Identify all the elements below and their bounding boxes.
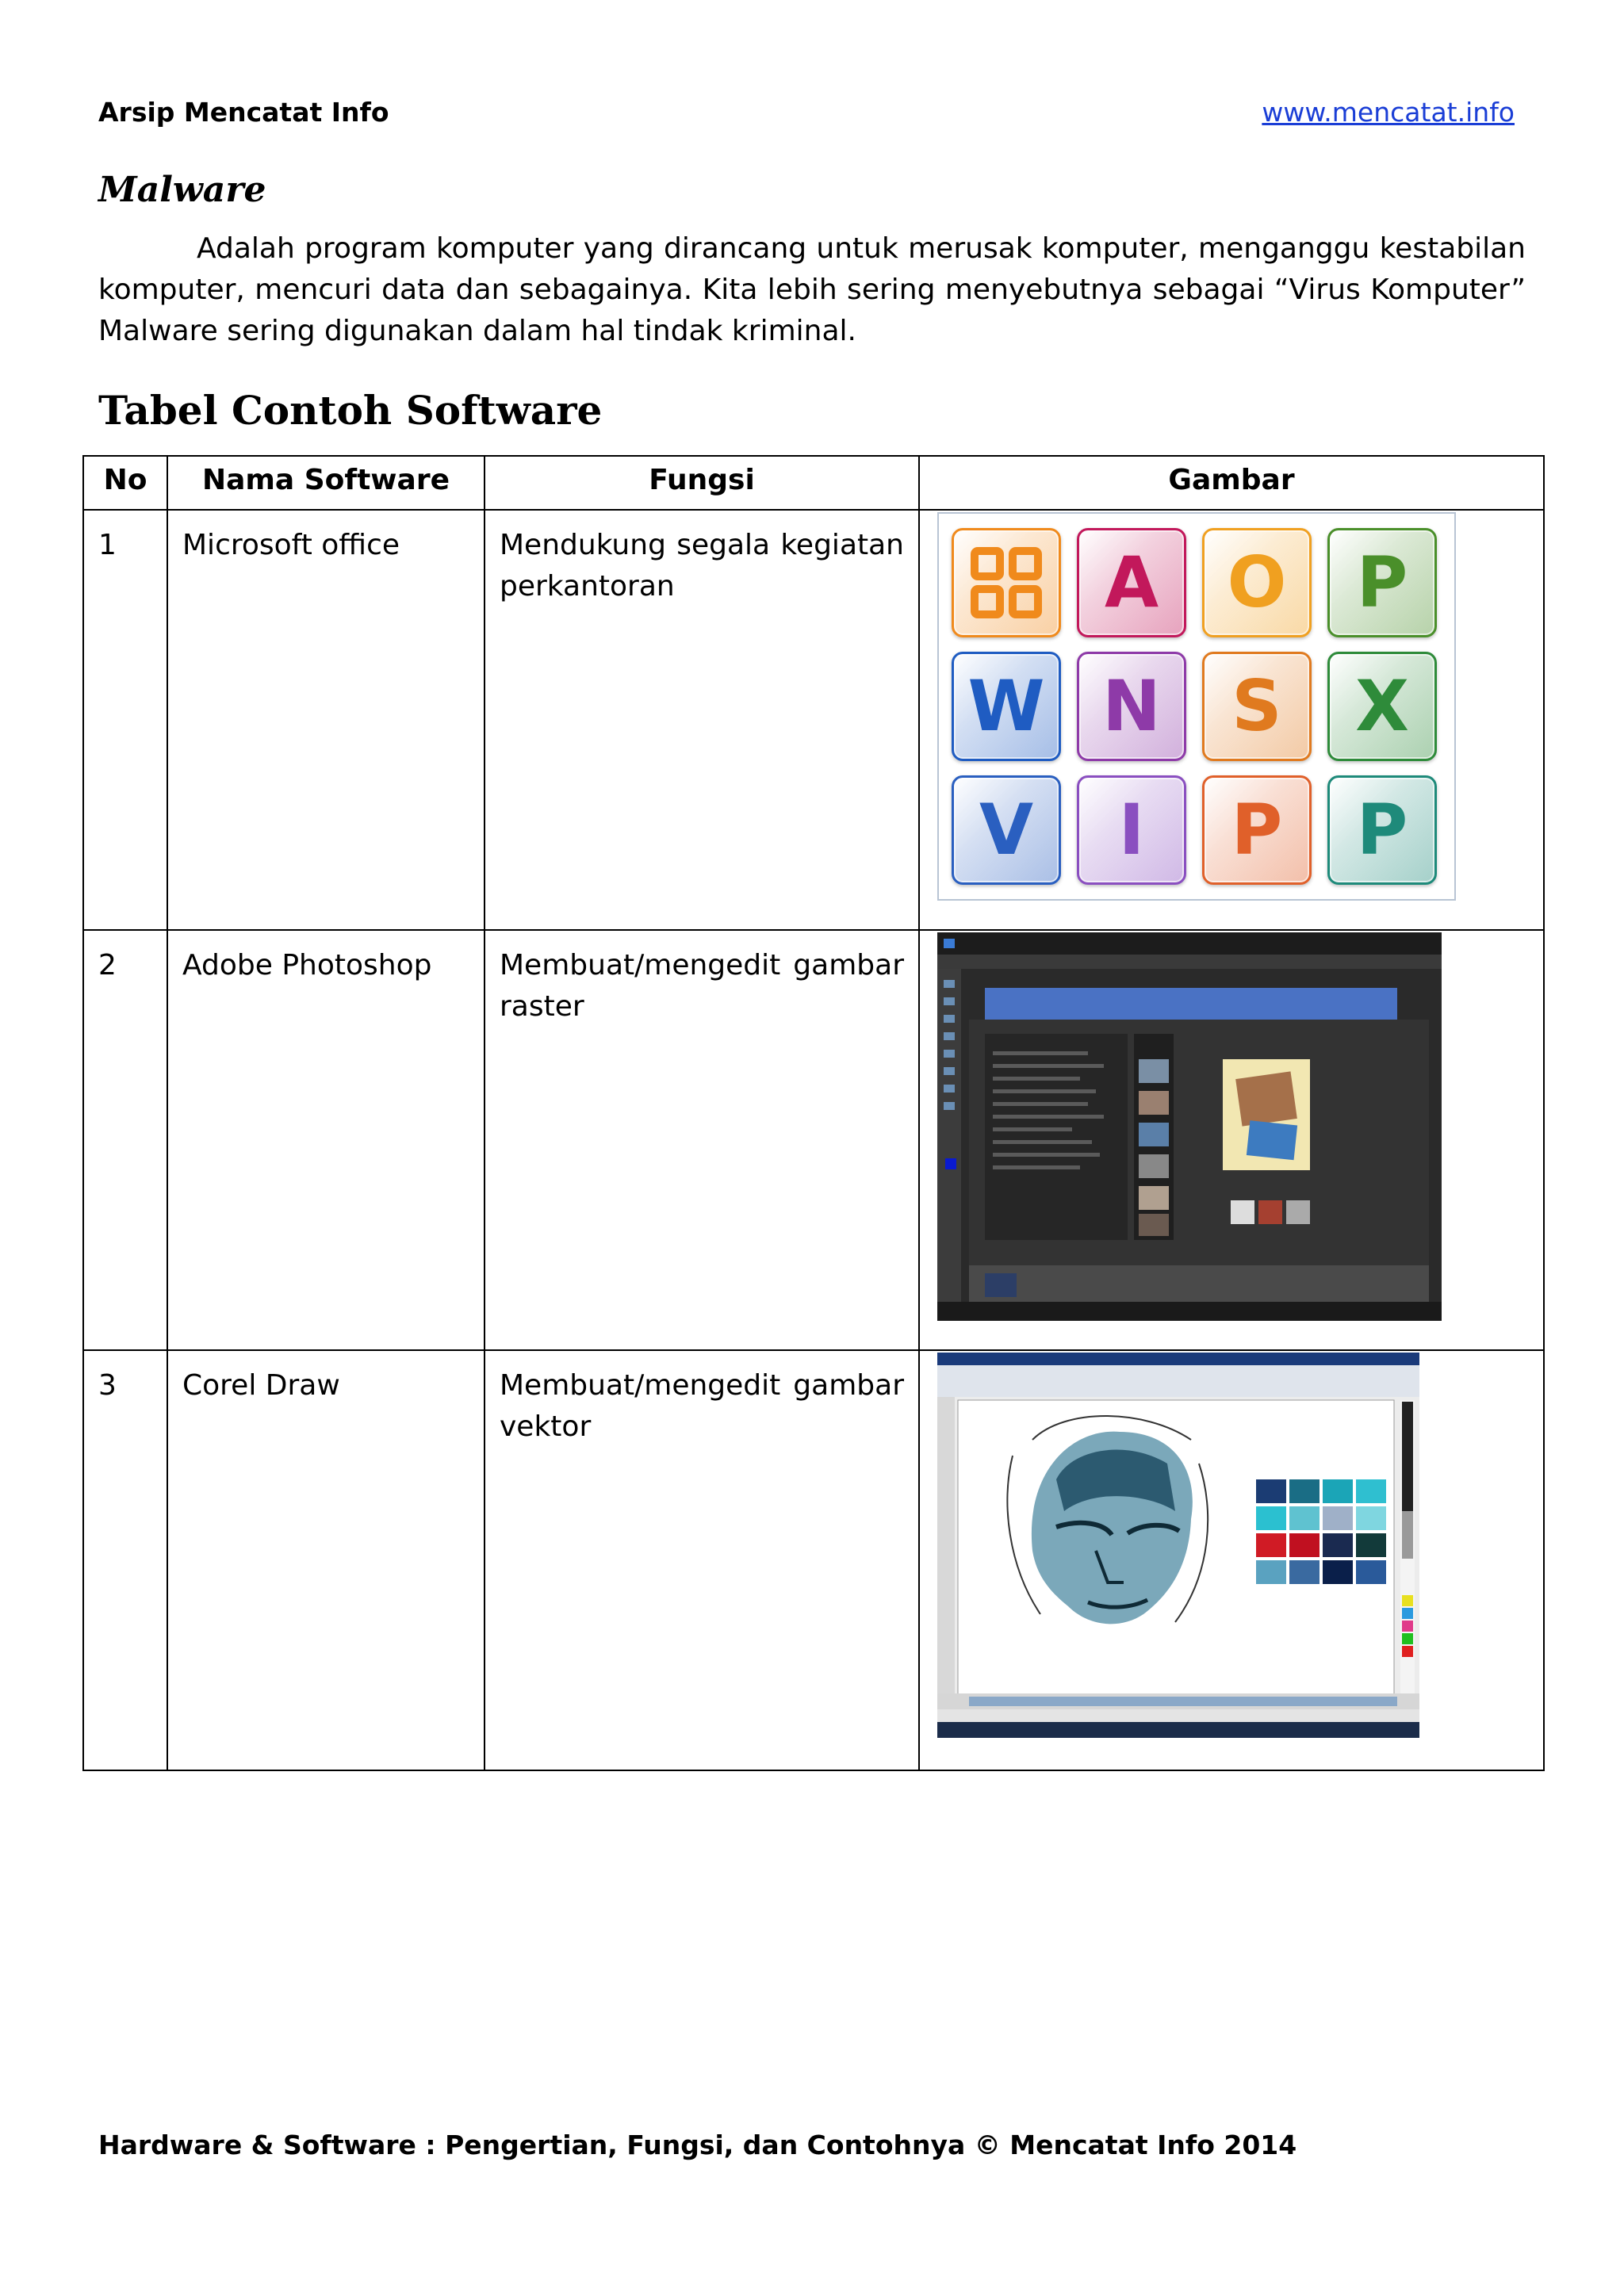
word-icon: W	[952, 652, 1061, 761]
cell-function: Membuat/mengedit gambar vektor	[485, 1350, 919, 1770]
outlook-icon: O	[1202, 528, 1312, 637]
cell-name: Corel Draw	[167, 1350, 485, 1770]
column-header-image: Gambar	[919, 456, 1544, 510]
powerpoint-icon: P	[1202, 775, 1312, 885]
header-title: Arsip Mencatat Info	[98, 97, 389, 128]
infopath-icon: I	[1077, 775, 1186, 885]
malware-heading: Malware	[98, 170, 266, 210]
publisher-icon: P	[1327, 775, 1437, 885]
onenote-icon: N	[1077, 652, 1186, 761]
cell-image	[919, 1350, 1544, 1770]
column-header-name: Nama Software	[167, 456, 485, 510]
column-header-no: No	[83, 456, 167, 510]
table-header-row	[83, 456, 1544, 510]
cell-no: 3	[83, 1350, 167, 1770]
cell-image	[919, 930, 1544, 1350]
cell-name: Microsoft office	[167, 510, 485, 930]
table-row	[83, 1350, 1544, 1770]
sharepoint-icon: S	[1202, 652, 1312, 761]
software-table	[82, 455, 1545, 1771]
cell-no: 1	[83, 510, 167, 930]
table-row	[83, 510, 1544, 930]
project-icon: P	[1327, 528, 1437, 637]
cell-no: 2	[83, 930, 167, 1350]
photoshop-screenshot-image	[937, 932, 1442, 1321]
cell-name: Adobe Photoshop	[167, 930, 485, 1350]
visio-icon: V	[952, 775, 1061, 885]
cell-image	[919, 510, 1544, 930]
access-icon: A	[1077, 528, 1186, 637]
table-heading: Tabel Contoh Software	[98, 387, 603, 434]
cell-function: Mendukung segala kegiatan perkantoran	[485, 510, 919, 930]
table-row	[83, 930, 1544, 1350]
column-header-function: Fungsi	[485, 456, 919, 510]
malware-paragraph: Adalah program komputer yang dirancang untuk merusak komputer, menganggu kestabilan komputer, mencuri data dan sebagainya. Kita lebih sering menyebutnya sebagai “Virus Komputer” Malware sering digunakan dalam hal tindak kriminal.	[98, 232, 1526, 347]
header-website-link[interactable]: www.mencatat.info	[1262, 97, 1515, 128]
cell-function: Membuat/mengedit gambar raster	[485, 930, 919, 1350]
microsoft-office-icons-image	[937, 512, 1456, 901]
footer-text: Hardware & Software : Pengertian, Fungsi, dan Contohnya © Mencatat Info 2014	[98, 2130, 1297, 2160]
office-logo-icon	[952, 528, 1061, 637]
coreldraw-screenshot-image	[937, 1353, 1419, 1738]
excel-icon: X	[1327, 652, 1437, 761]
